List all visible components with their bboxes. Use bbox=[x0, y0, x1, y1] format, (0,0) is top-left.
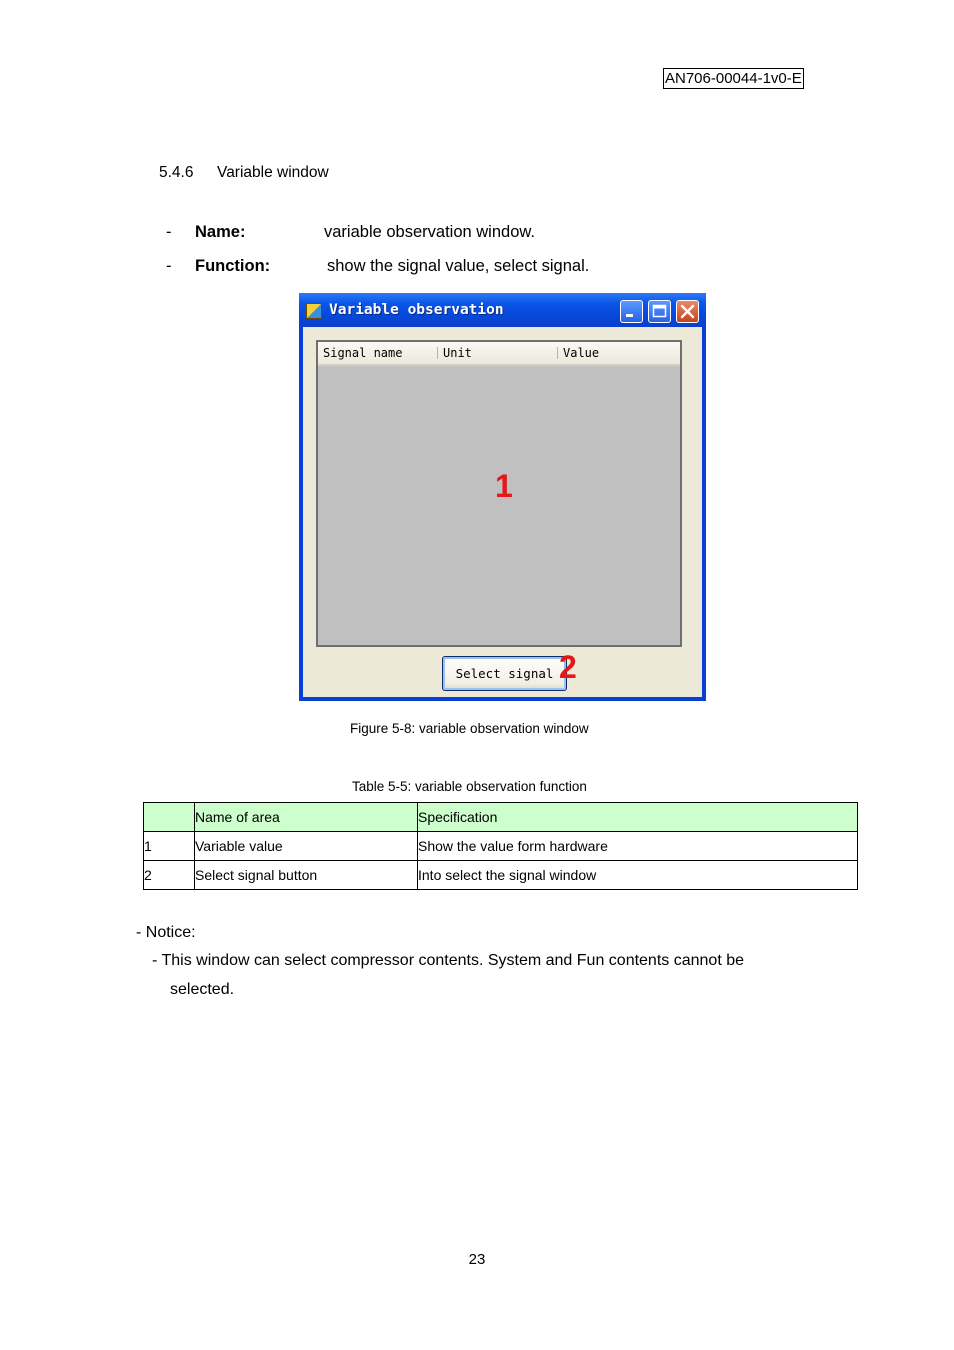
bullet-value-function: show the signal value, select signal. bbox=[327, 257, 590, 275]
bullet-dash: - bbox=[166, 257, 172, 275]
table-header-cell: Specification bbox=[418, 803, 858, 832]
table-row bbox=[144, 861, 858, 890]
window-title: Variable observation bbox=[329, 302, 504, 318]
close-icon bbox=[677, 301, 698, 322]
area-marker-2: 2 bbox=[559, 649, 577, 685]
minimize-icon bbox=[621, 301, 642, 322]
table-header-row bbox=[144, 803, 858, 832]
column-divider[interactable] bbox=[437, 347, 438, 359]
bullet-label-name: Name: bbox=[195, 223, 246, 241]
signal-list[interactable] bbox=[316, 340, 682, 647]
bullet-label-function: Function: bbox=[195, 257, 271, 275]
maximize-button[interactable] bbox=[648, 300, 671, 323]
document-id: AN706-00044-1v0-E bbox=[665, 70, 802, 87]
notice-heading: - Notice: bbox=[136, 924, 196, 941]
table-cell: Variable value bbox=[195, 832, 418, 861]
table-caption: Table 5-5: variable observation function bbox=[352, 779, 587, 794]
select-signal-button[interactable]: Select signal bbox=[442, 656, 567, 691]
table-cell: Into select the signal window bbox=[418, 861, 858, 890]
table-cell: 1 bbox=[144, 832, 195, 861]
window-titlebar[interactable] bbox=[299, 293, 706, 327]
table-cell: 2 bbox=[144, 861, 195, 890]
area-marker-1: 1 bbox=[495, 468, 513, 504]
function-table bbox=[143, 802, 858, 890]
figure-caption: Figure 5-8: variable observation window bbox=[350, 721, 589, 736]
column-unit[interactable]: Unit bbox=[443, 346, 472, 360]
section-number: 5.4.6 bbox=[159, 164, 194, 181]
table-header-cell bbox=[144, 803, 195, 832]
table-header-cell: Name of area bbox=[195, 803, 418, 832]
table-row bbox=[144, 832, 858, 861]
notice-line: selected. bbox=[170, 981, 235, 998]
table-cell: Select signal button bbox=[195, 861, 418, 890]
page-number: 23 bbox=[468, 1251, 486, 1268]
column-value[interactable]: Value bbox=[563, 346, 600, 360]
bullet-dash: - bbox=[166, 223, 172, 241]
list-header bbox=[318, 342, 680, 366]
app-icon bbox=[306, 303, 322, 319]
bullet-value-name: variable observation window. bbox=[324, 223, 535, 241]
window-client-area bbox=[303, 327, 702, 697]
minimize-button[interactable] bbox=[620, 300, 643, 323]
bullet-function bbox=[166, 257, 666, 279]
column-divider[interactable] bbox=[557, 347, 558, 359]
section-heading bbox=[159, 164, 329, 182]
bullet-name bbox=[166, 223, 666, 245]
table-cell: Show the value form hardware bbox=[418, 832, 858, 861]
section-title: Variable window bbox=[217, 164, 329, 181]
close-button[interactable] bbox=[676, 300, 699, 323]
maximize-icon bbox=[649, 301, 670, 322]
variable-observation-window bbox=[299, 293, 706, 701]
notice-line: - This window can select compressor contents. System and Fun contents cannot be bbox=[152, 952, 744, 969]
column-signal-name[interactable]: Signal name bbox=[323, 346, 403, 360]
